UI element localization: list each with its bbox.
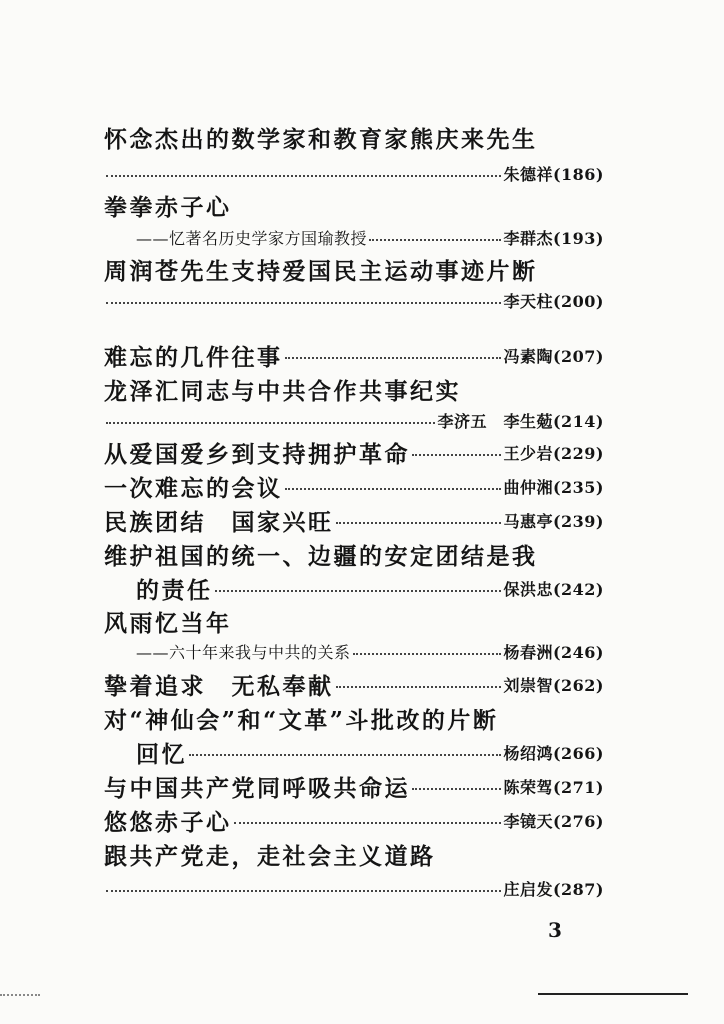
toc-entry <box>104 435 604 469</box>
entry-title: 拳拳赤子心 <box>104 193 232 221</box>
entry-author: 庄启发(287) <box>503 879 604 899</box>
toc-entry <box>104 667 604 701</box>
footer-rule <box>538 993 688 995</box>
toc-entry-title <box>104 372 604 406</box>
toc-entry-author-line <box>104 735 604 769</box>
toc-entry <box>104 338 604 372</box>
toc-entry-author-line <box>104 283 604 317</box>
toc-entry-author-line <box>104 634 604 668</box>
entry-title: 维护祖国的统一、边疆的安定团结是我 <box>104 542 538 570</box>
toc-entry-title <box>104 837 604 871</box>
toc-entry-title <box>104 604 604 638</box>
leader-dots <box>336 522 502 524</box>
entry-title: 怀念杰出的数学家和教育家熊庆来先生 <box>104 125 538 153</box>
leader-dots <box>189 754 501 756</box>
leader-dots <box>412 454 501 456</box>
entry-title: 跟共产党走，走社会主义道路 <box>104 842 436 870</box>
entry-author: 李济五 李生葂(214) <box>437 411 604 431</box>
entry-author: 杨春洲(246) <box>503 642 604 662</box>
toc-entry-author-line <box>104 220 604 254</box>
toc-entry-title <box>104 188 604 222</box>
leader-dots <box>369 239 501 241</box>
leader-dots <box>215 590 502 592</box>
entry-author: 李天柱(200) <box>503 291 604 311</box>
leader-dots <box>234 822 502 824</box>
entry-author: 杨绍鸿(266) <box>503 743 604 763</box>
entry-title: 一次难忘的会议 <box>104 474 283 502</box>
entry-author: 李群杰(193) <box>503 228 604 248</box>
entry-title: 对“神仙会”和“文革”斗批改的片断 <box>104 706 499 734</box>
leader-dots <box>106 422 435 424</box>
toc-entry <box>104 769 604 803</box>
toc-entry-title <box>104 537 604 571</box>
entry-title: 挚着追求 无私奉献 <box>104 672 334 700</box>
toc-entry-author-line <box>104 871 604 905</box>
entry-author: 马惠亭(239) <box>503 511 604 531</box>
entry-author: 刘崇智(262) <box>503 675 604 695</box>
entry-author: 王少岩(229) <box>503 443 604 463</box>
toc-entry <box>104 503 604 537</box>
leader-dots <box>285 357 502 359</box>
entry-title-continued: 回忆 <box>136 740 187 768</box>
toc-entry-title <box>104 120 604 154</box>
leader-dots <box>353 653 502 655</box>
leader-dots <box>412 788 501 790</box>
toc-entry-author-line <box>104 156 604 190</box>
entry-author: 李镜天(276) <box>503 811 604 831</box>
leader-dots <box>106 890 501 892</box>
entry-title: 风雨忆当年 <box>104 609 232 637</box>
entry-author: 保洪忠(242) <box>503 579 604 599</box>
leader-dots <box>336 686 502 688</box>
entry-title-continued: 的责任 <box>136 576 213 604</box>
toc-entry-author-line <box>104 571 604 605</box>
entry-title: 难忘的几件往事 <box>104 343 283 371</box>
entry-author: 冯素陶(207) <box>503 346 604 366</box>
leader-dots <box>106 302 501 304</box>
entry-subtitle: ——六十年来我与中共的关系 <box>136 642 351 662</box>
entry-title: 周润苍先生支持爱国民主运动事迹片断 <box>104 257 538 285</box>
leader-dots <box>106 175 501 177</box>
toc-entry <box>104 469 604 503</box>
toc-entry-title <box>104 701 604 735</box>
scan-edge-marks <box>0 994 40 996</box>
entry-author: 陈荣驾(271) <box>503 777 604 797</box>
toc-entry-author-line <box>104 403 604 437</box>
toc-entry <box>104 803 604 837</box>
entry-title: 从爱国爱乡到支持拥护革命 <box>104 440 410 468</box>
entry-title: 与中国共产党同呼吸共命运 <box>104 774 410 802</box>
entry-title: 龙泽汇同志与中共合作共事纪实 <box>104 377 461 405</box>
toc-entry-title <box>104 252 604 286</box>
entry-subtitle: ——忆著名历史学家方国瑜教授 <box>136 228 368 248</box>
entry-author: 曲仲湘(235) <box>503 477 604 497</box>
entry-title: 民族团结 国家兴旺 <box>104 508 334 536</box>
entry-title: 悠悠赤子心 <box>104 808 232 836</box>
leader-dots <box>285 488 502 490</box>
page-number: 3 <box>548 918 562 942</box>
entry-author: 朱德祥(186) <box>503 164 604 184</box>
